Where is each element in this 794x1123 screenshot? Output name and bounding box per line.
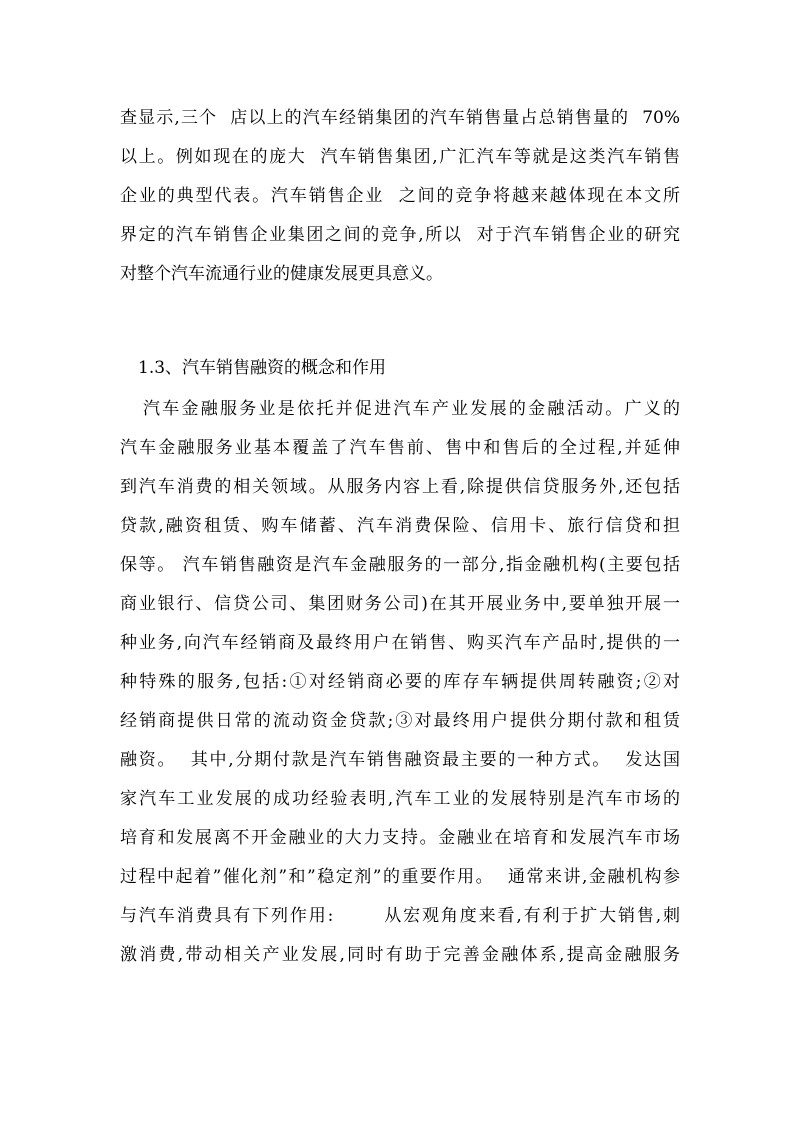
paragraph-2-line-7: 种业务,向汽车经销商及最终用户在销售、购买汽车产品时,提供的一 (120, 633, 680, 653)
paragraph-2-line-13: 过程中起着”催化剂”和”稳定剂”的重要作用。 通常来讲,金融机构参 (120, 867, 680, 887)
paragraph-2-line-6: 商业银行、信贷公司、集团财务公司)在其开展业务中,要单独开展一 (120, 594, 680, 614)
paragraph-2-line-8: 种特殊的服务,包括:①对经销商必要的库存车辆提供周转融资;②对 (120, 672, 680, 692)
paragraph-2-line-14: 与汽车消费具有下列作用: 从宏观角度来看,有利于扩大销售,刺 (120, 906, 680, 926)
paragraph-2-line-9: 经销商提供日常的流动资金贷款;③对最终用户提供分期付款和租赁 (120, 711, 680, 731)
paragraph-2-line-5: 保等。 汽车销售融资是汽车金融服务的一部分,指金融机构(主要包括 (120, 555, 680, 575)
section-heading: 1.3、汽车销售融资的概念和作用 (138, 358, 387, 378)
paragraph-1-line-2: 以上。例如现在的庞大 汽车销售集团,广汇汽车等就是这类汽车销售 (120, 147, 680, 167)
paragraph-2-line-12: 培育和发展离不开金融业的大力支持。金融业在培育和发展汽车市场 (120, 828, 680, 848)
paragraph-2-line-2: 汽车金融服务业基本覆盖了汽车售前、售中和售后的全过程,并延伸 (120, 438, 680, 458)
paragraph-2-line-15: 激消费,带动相关产业发展,同时有助于完善金融体系,提高金融服务 (120, 945, 680, 965)
paragraph-1-line-4: 界定的汽车销售企业集团之间的竞争,所以 对于汽车销售企业的研究 (120, 225, 680, 245)
paragraph-2-line-3: 到汽车消费的相关领域。从服务内容上看,除提供信贷服务外,还包括 (120, 477, 680, 497)
paragraph-2-line-1: 汽车金融服务业是依托并促进汽车产业发展的金融活动。广义的 (120, 399, 680, 419)
paragraph-1-line-5: 对整个汽车流通行业的健康发展更具意义。 (120, 264, 443, 284)
paragraph-2-line-10: 融资。 其中,分期付款是汽车销售融资最主要的一种方式。 发达国 (120, 750, 680, 770)
paragraph-1-line-1: 查显示,三个 店以上的汽车经销集团的汽车销售量占总销售量的 70% (120, 108, 680, 128)
paragraph-2-line-11: 家汽车工业发展的成功经验表明,汽车工业的发展特别是汽车市场的 (120, 789, 680, 809)
paragraph-2-line-4: 贷款,融资租赁、购车储蓄、汽车消费保险、信用卡、旅行信贷和担 (120, 516, 680, 536)
paragraph-1-line-3: 企业的典型代表。汽车销售企业 之间的竞争将越来越体现在本文所 (120, 186, 680, 206)
